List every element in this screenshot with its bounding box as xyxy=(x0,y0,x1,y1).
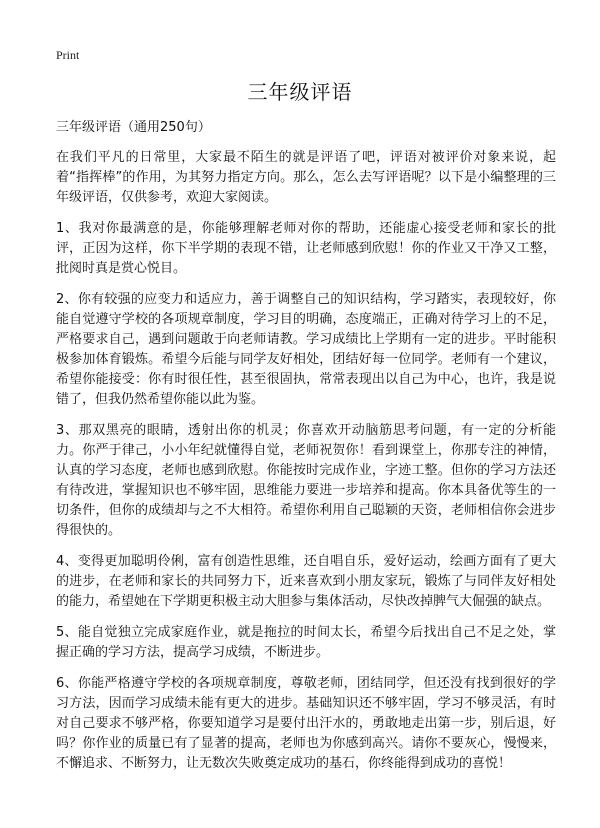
comment-paragraph-4: 4、变得更加聪明伶俐，富有创造性思维，还自唱自乐，爱好运动，绘画方面有了更大的进步，在老师和家长的共同努力下，近来喜欢到小朋友家玩，锻炼了与同伴友好相处的能力，希望她在下学期更积极主动大胆参与集体活动，尽快改掉脾气大倔强的缺点。 xyxy=(56,554,556,609)
intro-paragraph: 在我们平凡的日常里，大家最不陌生的就是评语了吧，评语对被评价对象来说，起着“指挥棒”的作用，为其努力指定方向。那么，怎么去写评语呢？以下是小编整理的三年级评语，仅供参考，欢迎大家阅读。 xyxy=(56,150,556,205)
comment-paragraph-1: 1、我对你最满意的是，你能够理解老师对你的帮助，还能虚心接受老师和家长的批评，正因为这样，你下半学期的表现不错，让老师感到欣慰！你的作业又干净又工整，批阅时真是赏心悦目。 xyxy=(56,221,556,276)
comment-paragraph-5: 5、能自觉独立完成家庭作业，就是拖拉的时间太长，希望今后找出自己不足之处，掌握正确的学习方法，提高学习成绩，不断进步。 xyxy=(56,625,556,660)
comment-paragraph-3: 3、那双黑亮的眼睛，透射出你的机灵；你喜欢开动脑筋思考问题，有一定的分析能力。你严于律己，小小年纪就懂得自觉，老师祝贺你！看到课堂上，你那专注的神情，认真的学习态度，老师也感到欣慰。你能按时完成作业，字迹工整。但你的学习方法还有待改进，掌握知识也不够牢固，思维能力要进一步培养和提高。你本具备优等生的一切条件，但你的成绩却与之不大相符。希望你利用自己聪颖的天资，老师相信你会进步得很快的。 xyxy=(56,423,556,538)
article-body xyxy=(56,118,556,785)
comment-paragraph-2: 2、你有较强的应变力和适应力，善于调整自己的知识结构，学习踏实，表现较好，你能自觉遵守学校的各项规章制度，学习目的明确，态度端正，正确对待学习上的不足，严格要求自己，遇到问题敢于向老师请教。学习成绩比上学期有一定的进步。平时能积极参加体育锻炼。希望今后能与同学友好相处，团结好每一位同学。老师有一个建议，希望你能接受：你有时很任性，甚至很固执，常常表现出以自己为中心，也许，我是说错了，但我仍然希望你能以此为鉴。 xyxy=(56,292,556,407)
page-title: 三年级评语 xyxy=(247,80,353,104)
print-link[interactable]: Print xyxy=(56,48,80,62)
comment-paragraph-6: 6、你能严格遵守学校的各项规章制度，尊敬老师，团结同学，但还没有找到很好的学习方法，因而学习成绩未能有更大的进步。基础知识还不够牢固，学习不够灵活，有时对自己要求不够严格，你要知道学习是要付出汗水的，勇敢地走出第一步，别后退，好吗？你作业的质量已有了显著的提高，老师也为你感到高兴。请你不要灰心，慢慢来，不懈追求、不断努力，让无数次失败奠定成功的基石，你终能得到成功的喜悦！ xyxy=(56,676,556,771)
article-subtitle: 三年级评语（通用250句） xyxy=(56,120,211,135)
